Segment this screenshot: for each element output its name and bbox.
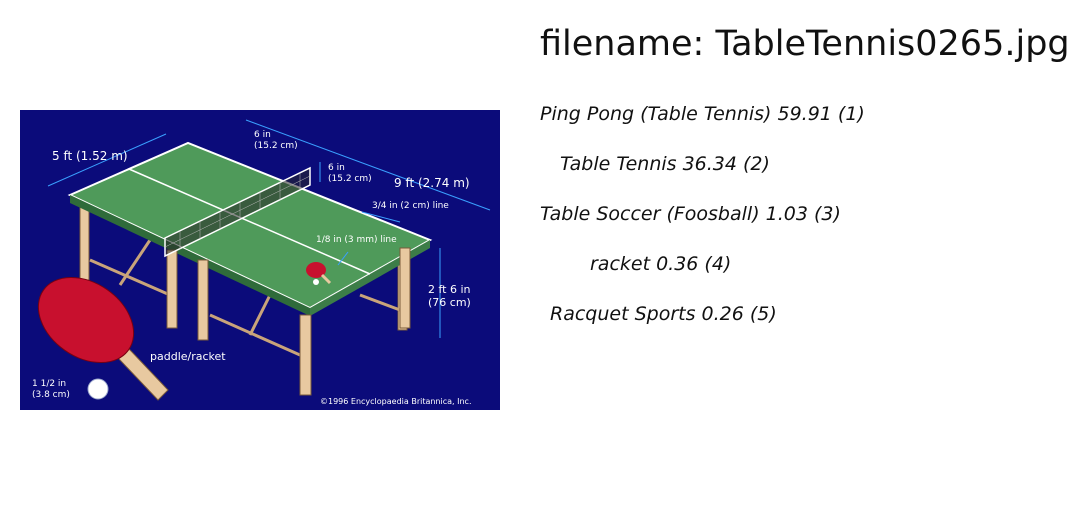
ball xyxy=(88,379,108,399)
height-label: 2 ft 6 in xyxy=(428,283,471,296)
table-leg xyxy=(167,250,177,328)
ball-size-label: 1 1/2 in xyxy=(32,379,67,389)
net-overhang-label: (15.2 cm) xyxy=(254,141,298,151)
ball-size-label: (3.8 cm) xyxy=(32,390,70,400)
prediction-3: Table Soccer (Foosball) 1.03 (3) xyxy=(540,203,841,225)
copyright-label: ©1996 Encyclopaedia Britannica, Inc. xyxy=(320,397,472,406)
table-leg xyxy=(198,260,208,340)
filename-title: filename: TableTennis0265.jpg xyxy=(540,24,1070,64)
height-label: (76 cm) xyxy=(428,296,471,309)
table-leg xyxy=(400,248,410,328)
width-label: 5 ft (1.52 m) xyxy=(52,149,128,163)
net-overhang-label: 6 in xyxy=(254,130,271,140)
center-line-label: 1/8 in (3 mm) line xyxy=(316,235,397,245)
net-height-label: 6 in xyxy=(328,163,345,173)
prediction-4: racket 0.36 (4) xyxy=(590,253,732,275)
table-tennis-diagram xyxy=(20,110,500,410)
prediction-5: Racquet Sports 0.26 (5) xyxy=(550,303,777,325)
small-ball xyxy=(313,279,319,285)
table-leg xyxy=(300,315,311,395)
edge-line-label: 3/4 in (2 cm) line xyxy=(372,201,449,211)
net-height-label: (15.2 cm) xyxy=(328,174,372,184)
prediction-1: Ping Pong (Table Tennis) 59.91 (1) xyxy=(540,103,865,125)
prediction-2: Table Tennis 36.34 (2) xyxy=(560,153,770,175)
table-leg xyxy=(80,205,89,280)
paddle-label: paddle/racket xyxy=(150,350,226,363)
length-label: 9 ft (2.74 m) xyxy=(394,176,470,190)
